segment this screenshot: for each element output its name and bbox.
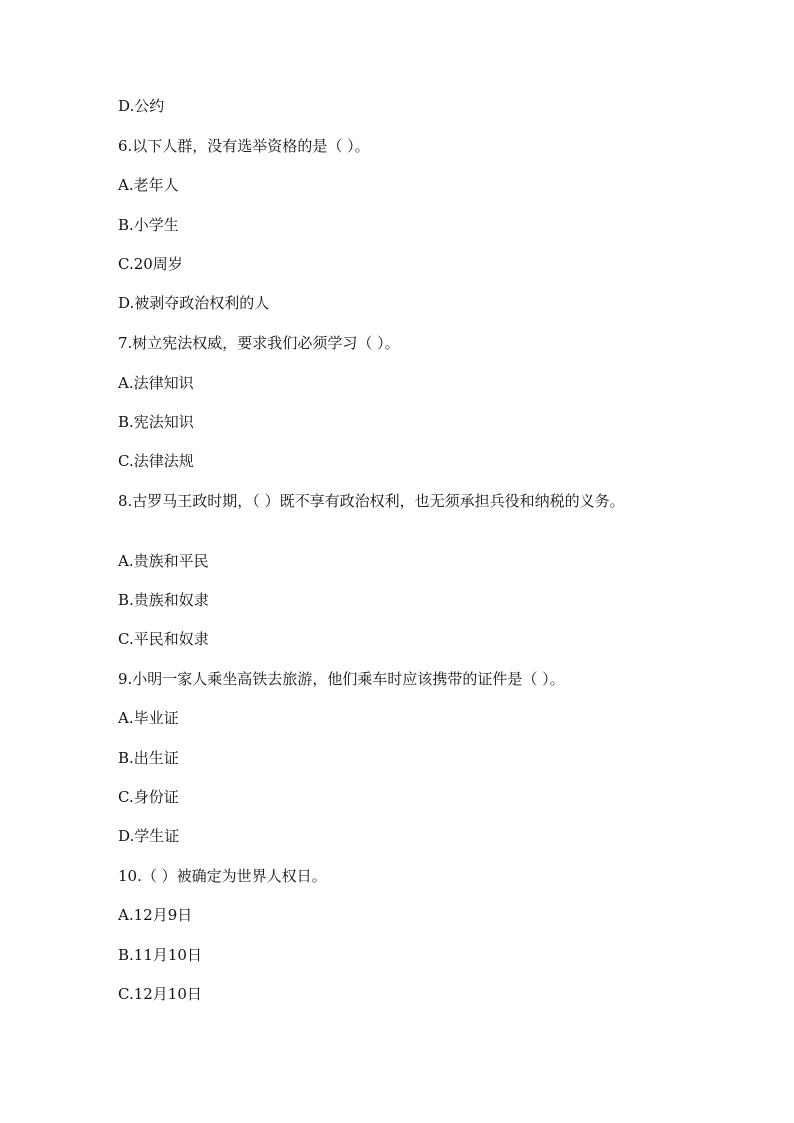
- question-10: 10.（ ）被确定为世界人权日。: [118, 867, 327, 885]
- option-6a: A.老年人: [118, 176, 179, 194]
- option-10b: B.11月10日: [118, 946, 202, 964]
- option-8b: B.贵族和奴隶: [118, 591, 209, 609]
- option-6d: D.被剥夺政治权利的人: [118, 294, 270, 312]
- question-7: 7.树立宪法权威，要求我们必须学习（ ）。: [118, 334, 400, 352]
- option-9c: C.身份证: [118, 788, 179, 806]
- option-8c: C.平民和奴隶: [118, 630, 209, 648]
- option-9d: D.学生证: [118, 827, 180, 845]
- option-7b: B.宪法知识: [118, 413, 194, 431]
- option-9b: B.出生证: [118, 749, 179, 767]
- option-9a: A.毕业证: [118, 709, 179, 727]
- option-6b: B.小学生: [118, 216, 179, 234]
- option-7a: A.法律知识: [118, 374, 194, 392]
- question-9: 9.小明一家人乘坐高铁去旅游，他们乘车时应该携带的证件是（ ）。: [118, 670, 565, 688]
- option-8a: A.贵族和平民: [118, 552, 209, 570]
- option-6c: C.20周岁: [118, 255, 183, 273]
- option-10a: A.12月9日: [118, 906, 193, 924]
- option-5d: D.公约: [118, 97, 165, 115]
- question-6: 6.以下人群，没有选举资格的是（ ）。: [118, 137, 370, 155]
- option-7c: C.法律法规: [118, 452, 194, 470]
- option-10c: C.12月10日: [118, 985, 202, 1003]
- question-8: 8.古罗马王政时期，（ ）既不享有政治权利，也无须承担兵役和纳税的义务。: [118, 492, 625, 510]
